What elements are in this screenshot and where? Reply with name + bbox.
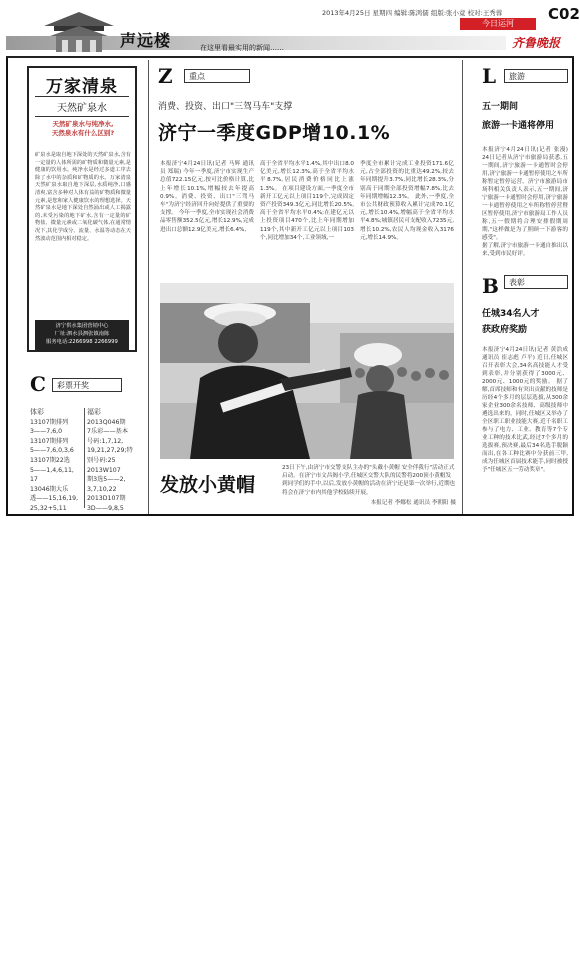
talent-letter: B <box>482 274 499 298</box>
lottery-line: 透——15,16,19, <box>30 495 79 503</box>
lottery-line: 3——7,6,0 <box>30 428 63 436</box>
ad-footer-line: 厂址:泗水县泗张镇南陈 <box>54 331 110 337</box>
lottery-line: 2013Q046期 <box>87 418 126 426</box>
lottery-divider <box>84 408 85 508</box>
mineral-water-ad <box>27 66 137 352</box>
lottery-line: 号码:1,7,12, <box>87 437 124 445</box>
lottery-section-label: 彩票开奖 <box>52 378 122 392</box>
photo-headline: 发放小黄帽 <box>160 474 256 496</box>
lead-section-label: 重点 <box>184 69 250 83</box>
section-slogan: 在这里看最实用的新闻…… <box>200 44 284 52</box>
lottery-line: 5——1,4,6,11, <box>30 466 74 474</box>
lead-headline: 济宁一季度GDP增10.1% <box>158 122 391 144</box>
talent-body: 本报济宁4月24日讯(记者 黄浩成 通讯员 崔志彪 卢平) 近日,任城区召开表彰大会,34名高技能人才受到表彰,并分别获得了3000元、2000元、1000元的奖励。 据了解,首席技师和有突出贡献的技师是历经4个多月的层层选拔,从300余家企业300余名技师、高级技师中遴选出来的。同时,任城区又举办了全区职工职业技能大赛,近千名职工参与了电力、工业、教育等7个专业工种的技术比武,经过7个多月的选拔赛,预决赛,最后34名选手脱颖而出,在各工种比赛中分获前三甲,成为任城区首届技术能手,同时被授予"任城区五一劳动奖章"。 <box>482 347 568 473</box>
lottery-line: 2013D107期 <box>87 495 126 503</box>
issue-meta: 2013年4月25日 星期四 编辑:陈鸿儒 组版:张小竟 校对:王秀蓉 <box>322 9 503 17</box>
news-photo <box>160 283 454 459</box>
page-number: C02 <box>548 5 580 23</box>
lottery-letter: C <box>30 372 46 396</box>
lottery-line: 别号码:25 <box>87 456 116 464</box>
talent-section-label: 表彰 <box>504 275 568 289</box>
lottery-col-header: 体彩 <box>30 408 44 416</box>
lottery-line: 19,21,27,29;特 <box>87 447 133 455</box>
lottery-line: 13107期22选 <box>30 456 70 464</box>
lottery-line: 期3选5——2, <box>87 476 126 484</box>
ad-footer-line: 服务电话:2266998 2266999 <box>46 339 118 345</box>
ad-question-line: 天然泉水有什么区别? <box>51 128 115 137</box>
lottery-line: 25,32+5,11 <box>30 504 67 512</box>
lead-letter: Z <box>158 64 173 88</box>
photo-credit: 本报记者 李娜松 通讯员 李朝阳 摄 <box>370 499 456 506</box>
today-tag: 今日运河 <box>460 18 536 30</box>
lottery-line: 7乐彩——基本 <box>87 428 129 436</box>
ad-question <box>35 120 131 137</box>
talent-title-line2: 获政府奖励 <box>482 325 528 335</box>
travel-title-line1: 五一期间 <box>482 102 519 112</box>
news-photo-image <box>160 283 454 459</box>
column-divider-right <box>462 60 463 514</box>
lottery-line: 2013W107 <box>87 466 121 474</box>
lottery-line: 13107期排列 <box>30 418 69 426</box>
talent-title-line1: 任城34名人才 <box>482 309 540 319</box>
travel-body-text: 据了解,济宁市旅游一卡通自推出以来,受到市民好评。 <box>482 243 568 257</box>
travel-letter: L <box>482 64 497 88</box>
lottery-line: 3,7,10,22 <box>87 485 117 493</box>
lead-column-2: 高于全省平均水平1.4%,其中出口8.0亿美元,增长12.3%,高于全省平均水平8.7%,居民消费价格同比上涨1.3%。 在项目建设方面,一季度全市新开工亿元以上项目119个,完成固定资产投资349.3亿元,同比增长20.5%,高于全省平均水平0.4%;在建亿元以上投资项目470个,比上年同期增加119个,其中新开工亿元以上项目103个,同比增加34个,工业领域,一 <box>260 161 354 241</box>
lottery-sports-column <box>30 408 82 514</box>
lottery-line: 13107期排列 <box>30 437 69 445</box>
travel-title-line2: 旅游一卡通将停用 <box>482 121 555 131</box>
section-name: 声远楼 <box>120 31 172 50</box>
ad-question-line: 天然矿泉水与纯净水, <box>52 120 114 128</box>
travel-section-label: 旅游 <box>504 69 568 83</box>
lottery-col-header: 福彩 <box>87 408 101 416</box>
pavilion-icon <box>40 10 118 54</box>
lottery-line: 17 <box>30 476 38 484</box>
lottery-line: 13046期大乐 <box>30 485 69 493</box>
lead-column-1: 本报济宁4月24日讯(记者 马辉 通讯员 郑瑞) 今年一季度,济宁市实现生产总值722.15亿元,按可比价格计算,比上年增长10.1%,增幅较去年提高0.9%。消费、投资、出口"三驾马车"为济宁经济回升向好提供了重要的支撑。 今年一季度,全市实现社会消费品零售额352.5亿元,增长12.9%,完成进出口总额12.9亿美元,增长6.4%, <box>160 161 254 233</box>
ad-subtitle: 天然矿泉水 <box>35 96 129 117</box>
ad-footer-line: 济宁供水集团营销中心 <box>55 323 109 329</box>
photo-caption-text: 23日下午,由济宁市交警支队主办的"头戴小黄帽 安全伴我行"活动正式启动。在济宁市文昌阁小学,任城区交警大队的民警将200顶小黄帽发到同学们的手中,以后,发放小黄帽的活动在济宁还是第一次举行,近期也将会在济宁市内其他学校陆续开展。 <box>282 465 456 496</box>
column-divider-left <box>148 60 149 514</box>
photo-caption <box>282 464 456 507</box>
ad-footer <box>35 320 129 350</box>
ad-title: 万家清泉 <box>46 77 118 97</box>
travel-body <box>482 146 568 258</box>
lottery-line: 3D——9,8,5 <box>87 504 124 512</box>
ad-body: 矿泉水是取自地下深处的天然矿泉水,含有一定量的人体所需的矿物质和微量元素,是健康的饮用水。纯净水是经过多道工序去除了水中的杂质和矿物质的水。万家清泉天然矿泉水取自地下深层,水质纯净,口感清爽,富含多种对人体有益的矿物质和微量元素,是您和家人健康饮水的理想选择。天然矿泉水是地下深处自然涌出或人工揭露的,未受污染的地下矿水,含有一定量的矿物盐、微量元素或二氧化碳气体,在通常情况下,其化学成分、流量、水温等动态在天然波动范围内相对稳定。 <box>35 152 131 242</box>
lead-column-3: 季度全市累计完成工业投资171.6亿元,占全部投资的比重达49.2%,较去年同期提升3.7%,同比增长28.3%,分别高于同期全部投资增幅7.8%,比去年同期增幅12.3%。 此外,一季度,全市公共财政预算收入累计完成70.1亿元,增长10.4%,增幅高于全省平均水平4.8%;城镇居民可支配收入7235元,增长10.2%,农民人均现金收入3176元,增长14.9%。 <box>360 161 454 241</box>
lead-kicker: 消费、投资、出口"三驾马车"支撑 <box>158 102 293 112</box>
lottery-line: 5——7,6,0,3,6 <box>30 447 74 455</box>
newspaper-brand: 齐鲁晚报 <box>512 36 561 50</box>
travel-body-text: 本报济宁4月24日讯(记者 张漫) 24日记者从济宁市旅游局获悉,五一期间,济宁旅游一卡通暂时会停用,济宁旅游一卡通暂停使用之车所称暂定暂停运营。济宁市旅游局市场科相关负责人表示,五一期间,济宁旅游一卡通暂时会停用,济宁旅游一卡通暂停使用之车所称暂停营暨区暂停使用,济宁市旅游局工作人员称,五一假期将合理安排假期周期,"这样做是为了照顾一下游客的感受"。 <box>482 147 568 241</box>
lottery-welfare-column <box>87 408 143 514</box>
